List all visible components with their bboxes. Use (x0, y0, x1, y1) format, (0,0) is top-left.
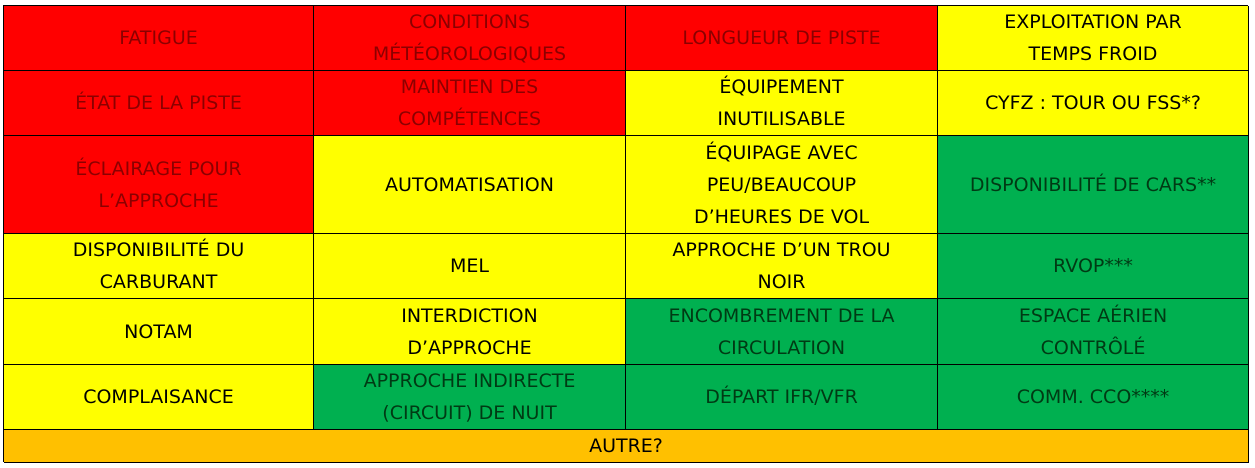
cell-runway-length (626, 6, 938, 71)
cell-label: AUTOMATISATION (385, 173, 554, 196)
risk-factor-table (3, 5, 1248, 462)
cell-label: DISPONIBILITÉ DU CARBURANT (72, 239, 245, 293)
cell-approach-ban (314, 299, 626, 365)
cell-fuel-availability (4, 234, 314, 299)
cell-cars-availability (938, 136, 1249, 234)
cell-label: EXPLOITATION PAR TEMPS FROID (1004, 11, 1182, 65)
cell-runway-condition (4, 71, 314, 136)
cell-cold-weather-ops (938, 6, 1249, 71)
cell-label: NOTAM (124, 320, 193, 343)
cell-other (4, 430, 1249, 463)
cell-label: CYFZ : TOUR OU FSS*? (985, 92, 1201, 114)
cell-black-hole-approach (626, 234, 938, 299)
cell-crew-flight-hours (626, 136, 938, 234)
cell-label: APPROCHE INDIRECTE (CIRCUIT) DE NUIT (363, 370, 576, 424)
cell-notam (4, 299, 314, 365)
cell-label: CONDITIONS MÉTÉOROLOGIQUES (372, 11, 567, 65)
cell-night-circling-approach (314, 365, 626, 430)
cell-label: ESPACE AÉRIEN CONTRÔLÉ (1018, 304, 1168, 359)
cell-label: DISPONIBILITÉ DE CARS** (969, 173, 1217, 196)
cell-ifr-vfr-departure (626, 365, 938, 430)
cell-label: COMM. CCO**** (1016, 386, 1170, 408)
cell-complacency (4, 365, 314, 430)
cell-weather-conditions (314, 6, 626, 71)
cell-label: MEL (450, 255, 489, 277)
cell-label: ÉTAT DE LA PISTE (75, 92, 242, 114)
cell-label: RVOP*** (1053, 255, 1133, 277)
cell-label: DÉPART IFR/VFR (705, 386, 858, 408)
cell-label: FATIGUE (119, 27, 198, 49)
cell-label: ÉQUIPAGE AVEC PEU/BEAUCOUP D’HEURES DE VOL (693, 141, 870, 228)
cell-cco-comm (938, 365, 1249, 430)
cell-unserviceable-equipment (626, 71, 938, 136)
cell-label: COMPLAISANCE (83, 386, 234, 408)
cell-label: AUTRE? (589, 435, 663, 457)
cell-automation (314, 136, 626, 234)
cell-mel (314, 234, 626, 299)
cell-label: LONGUEUR DE PISTE (682, 27, 881, 49)
cell-label: INTERDICTION D’APPROCHE (401, 304, 538, 359)
cell-label: APPROCHE D’UN TROU NOIR (672, 239, 891, 293)
cell-proficiency (314, 71, 626, 136)
cell-rvop (938, 234, 1249, 299)
cell-fatigue (4, 6, 314, 71)
cell-label: MAINTIEN DES COMPÉTENCES (397, 76, 542, 130)
cell-label: ÉQUIPEMENT INUTILISABLE (717, 76, 846, 130)
cell-controlled-airspace (938, 299, 1249, 365)
cell-approach-lighting (4, 136, 314, 234)
cell-traffic-congestion (626, 299, 938, 365)
cell-label: ÉCLAIRAGE POUR L’APPROCHE (75, 157, 242, 212)
cell-label: ENCOMBREMENT DE LA CIRCULATION (668, 304, 895, 359)
cell-cyfz-tower-fss (938, 71, 1249, 136)
